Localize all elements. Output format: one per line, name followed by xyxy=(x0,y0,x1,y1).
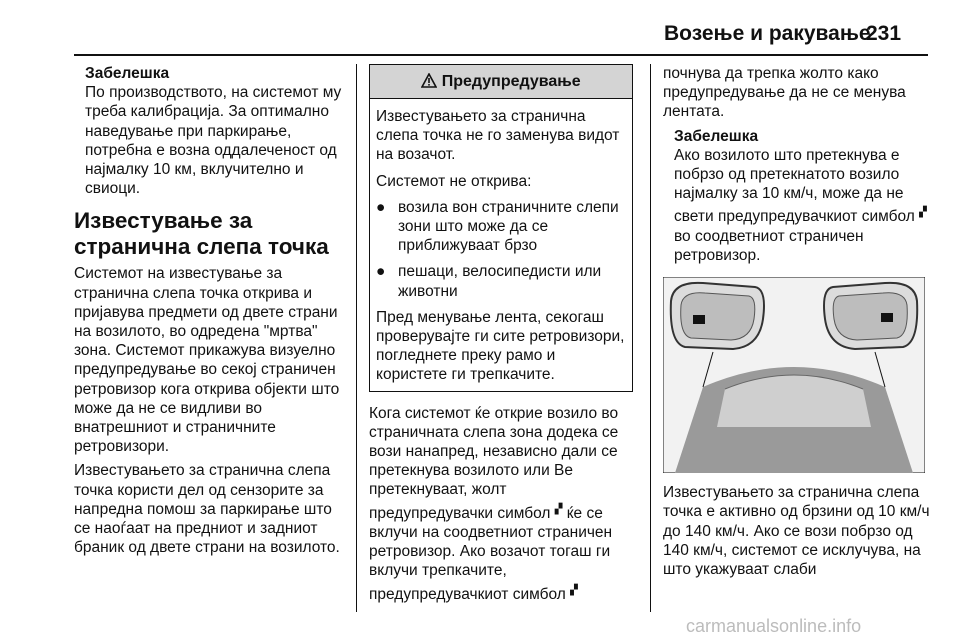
column-2 xyxy=(369,64,633,609)
continuation-text: почнува да трепка жолто како предупредување да не се менува лентата. xyxy=(663,65,906,121)
blind-spot-symbol-icon: ▞ xyxy=(570,584,578,596)
note-title: Забелешка xyxy=(85,65,170,82)
blind-spot-symbol-icon: ▞ xyxy=(919,207,927,219)
intro-paragraph: Системот на известување за странична слепа точка открива и пријавува предмети од двете страни на возилото, во одредена "мртва" зона. Системот прикажува визуелно предупредување во секој страничен ретровизор кога открива објекти што може да не се видливи во внатрешниот и страничните ретровизори. xyxy=(74,265,340,456)
detection-paragraph: Кога системот ќе открие возило во страничната слепа зона додека се вози нанапред, независно дали се претекнува возилото или Ве претекнуваат, жолт предупредувачки симбол ▞ ќе се вклучи на соодветниот страничен ретровизор. Ако возачот тогаш ги вклучи трепкачите, предупредувачкиот симбол ▞ xyxy=(369,404,619,603)
mirror-illustration xyxy=(663,277,925,473)
note-title: Забелешка xyxy=(674,127,759,145)
note-text: По производството, на системот му треба калибрација. За оптимално наведување при паркирање, потребна е возна оддалеченост од најмалку 10 км, вклучително и свиоци. xyxy=(85,84,342,198)
section-heading: Известување за странична слепа точка xyxy=(74,208,329,260)
warning-header xyxy=(370,65,632,99)
list-item-text: возила вон страничните слепи зони што може да се приближуваат брзо xyxy=(398,198,619,255)
warning-text-2: Системот не открива: xyxy=(376,172,532,190)
watermark: carmanualsonline.info xyxy=(686,616,862,636)
warning-box xyxy=(369,64,633,392)
list-item xyxy=(376,198,626,256)
list-item-text: пешаци, велосипедисти или животни xyxy=(398,263,602,300)
warning-triangle-icon xyxy=(421,73,441,90)
bullet-icon: ● xyxy=(376,198,386,216)
list-item xyxy=(376,262,626,300)
note-text: Ако возилото што претекнува е побрзо од претекнатото возило најмалку за 10 км/ч, може да не свети предупредувачкиот симбол ▞ во соодветниот страничен ретровизор. xyxy=(674,146,927,264)
sensors-paragraph: Известувањето за странична слепа точка користи дел од сензорите за напредна помош за паркирање што се наоѓаат на предниот и задниот браник од двете страни на возилото. xyxy=(74,462,340,557)
header-rule xyxy=(74,54,928,56)
column-divider-right xyxy=(650,64,651,612)
column-divider-left xyxy=(356,64,357,612)
page-number: 231 xyxy=(866,22,902,45)
blind-spot-symbol-icon: ▞ xyxy=(554,503,563,515)
bullet-icon: ● xyxy=(376,263,386,281)
warning-body xyxy=(370,99,632,391)
page-header-title: Возење и ракување xyxy=(664,22,871,45)
speed-range-paragraph: Известувањето за странична слепа точка е активно од брзини од 10 км/ч до 140 км/ч. Ако се вози побрзо од 140 км/ч, системот се исклучува, на што укажуваат слаби xyxy=(663,484,930,578)
warning-title: Предупредување xyxy=(441,73,581,90)
column-3 xyxy=(663,64,931,584)
column-1 xyxy=(74,64,346,562)
warning-text-3: Пред менување лента, секогаш проверувајте ги сите ретровизори, погледнете преку рамо и користете ги трепкачите. xyxy=(376,308,625,384)
warning-text-1: Известувањето за странична слепа точка не го заменува видот на возачот. xyxy=(376,108,620,164)
